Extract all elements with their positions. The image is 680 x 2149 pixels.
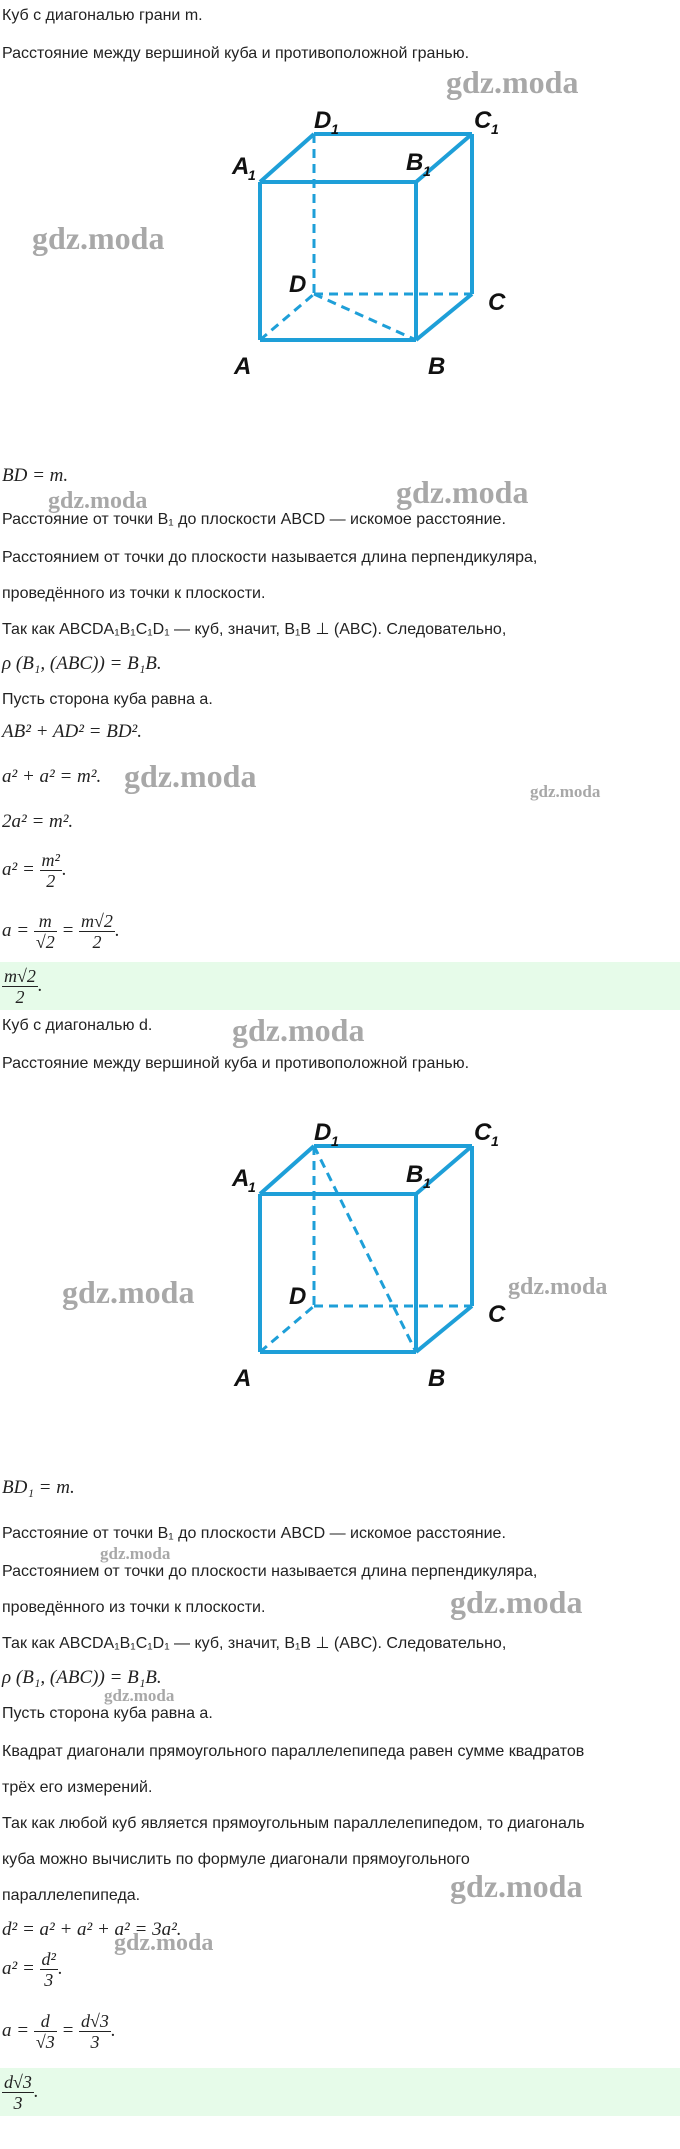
task1-formula-frac: a = $\frac{m}{√2}$ = $\frac{m√2}{2}$ . — [2, 911, 120, 953]
task1-formula: 2a² = m². — [2, 811, 74, 832]
watermark: gdz.moda — [450, 1868, 583, 1904]
task2-line: Квадрат диагонали прямоугольного параллелепипеда равен сумме квадратов — [2, 1743, 585, 1760]
watermark: gdz.moda — [124, 758, 257, 794]
task2-line: Расстояние от точки B₁ до плоскости ABCD — искомое расстояние. — [2, 1525, 506, 1542]
cube-diagram-2 — [220, 1112, 560, 1402]
task2-formula: ρ (B₁, (ABC)) = B₁B. — [2, 1667, 162, 1688]
task2-line: трёх его измерений. — [2, 1779, 153, 1796]
task2-line: куба можно вычислить по формуле диагонали прямоугольного — [2, 1851, 470, 1868]
watermark: gdz.moda — [232, 1012, 365, 1048]
vertex-label-a: A — [234, 1365, 252, 1392]
vertex-label-b1: B — [406, 149, 424, 176]
task1-line: Расстояние от точки B₁ до плоскости ABCD — искомое расстояние. — [2, 511, 506, 528]
svg-text:1: 1 — [248, 167, 256, 183]
task1-line: проведённого из точки к плоскости. — [2, 585, 266, 602]
task2-line: Так как любой куб является прямоугольным параллелепипедом, то диагональ — [2, 1815, 585, 1832]
vertex-label-c: C — [488, 289, 506, 316]
task1-line: Пусть сторона куба равна a. — [2, 691, 213, 708]
svg-text:1: 1 — [331, 1133, 339, 1149]
watermark: gdz.moda — [446, 64, 579, 100]
vertex-label-c1: C — [474, 107, 492, 134]
task1-line: Расстоянием от точки до плоскости называется длина перпендикуляра, — [2, 549, 538, 566]
watermark: gdz.moda — [450, 1584, 583, 1620]
vertex-label-d1: D — [314, 1119, 332, 1146]
task1-question: Расстояние между вершиной куба и противоположной гранью. — [2, 45, 470, 62]
watermark: gdz.moda — [530, 782, 601, 801]
svg-text:1: 1 — [491, 1133, 499, 1149]
watermark: gdz.moda — [104, 1686, 175, 1705]
task1-line-bd: BD = m. — [2, 465, 69, 486]
task2-formula: d² = a² + a² + a² = 3a². — [2, 1919, 182, 1940]
task2-line: Так как ABCDA₁B₁C₁D₁ — куб, значит, B₁B ⊥ (ABC). Следовательно, — [2, 1635, 507, 1652]
vertex-label-c: C — [488, 1301, 506, 1328]
svg-text:1: 1 — [491, 121, 499, 137]
task1-answer: $\frac{m√2}{2}$ . — [0, 962, 680, 1010]
watermark: gdz.moda — [508, 1274, 608, 1300]
task2-line: Расстоянием от точки до плоскости называется длина перпендикуляра, — [2, 1563, 538, 1580]
watermark: gdz.moda — [32, 220, 165, 256]
vertex-label-a: A — [234, 353, 252, 380]
svg-text:1: 1 — [423, 1175, 431, 1191]
watermark: gdz.moda — [396, 474, 529, 510]
task1-formula: AB² + AD² = BD². — [2, 721, 143, 742]
vertex-label-c1: C — [474, 1119, 492, 1146]
task2-formula-frac: a² = $\frac{\text{d²}}{3}$ . — [2, 1949, 63, 1991]
task1-statement: Куб с диагональю грани m. — [2, 7, 203, 24]
task2-question: Расстояние между вершиной куба и противоположной гранью. — [2, 1055, 470, 1072]
svg-text:1: 1 — [331, 121, 339, 137]
vertex-label-b: B — [428, 353, 446, 380]
cube-diagram-1 — [220, 100, 560, 390]
task2-line: проведённого из точки к плоскости. — [2, 1599, 266, 1616]
svg-text:1: 1 — [423, 163, 431, 179]
task2-line-bd1: BD₁ = m. — [2, 1477, 75, 1498]
watermark: gdz.moda — [62, 1274, 195, 1310]
task2-answer: $\frac{d√3}{3}$ . — [0, 2068, 680, 2116]
task1-formula-frac: a² = $\frac{\text{m²}}{2}$ . — [2, 850, 67, 892]
vertex-label-d: D — [289, 271, 307, 298]
watermark: gdz.moda — [48, 488, 148, 514]
task2-line: Пусть сторона куба равна a. — [2, 1705, 213, 1722]
vertex-label-d1: D — [314, 107, 332, 134]
vertex-label-b: B — [428, 1365, 446, 1392]
task1-line: Так как ABCDA₁B₁C₁D₁ — куб, значит, B₁B ⊥ (ABC). Следовательно, — [2, 621, 507, 638]
watermark: gdz.moda — [100, 1544, 171, 1563]
vertex-label-b1: B — [406, 1161, 424, 1188]
task1-formula: a² + a² = m². — [2, 766, 102, 787]
svg-text:1: 1 — [248, 1179, 256, 1195]
task2-line: параллелепипеда. — [2, 1887, 141, 1904]
watermark: gdz.moda — [114, 1930, 214, 1956]
task2-statement: Куб с диагональю d. — [2, 1017, 153, 1034]
task2-formula-frac: a = $\frac{d}{√3}$ = $\frac{d√3}{3}$ . — [2, 2011, 116, 2053]
task1-formula: ρ (B₁, (ABC)) = B₁B. — [2, 653, 162, 674]
vertex-label-d: D — [289, 1283, 307, 1310]
vertex-label-a1: A — [232, 153, 250, 180]
vertex-label-a1: A — [232, 1165, 250, 1192]
